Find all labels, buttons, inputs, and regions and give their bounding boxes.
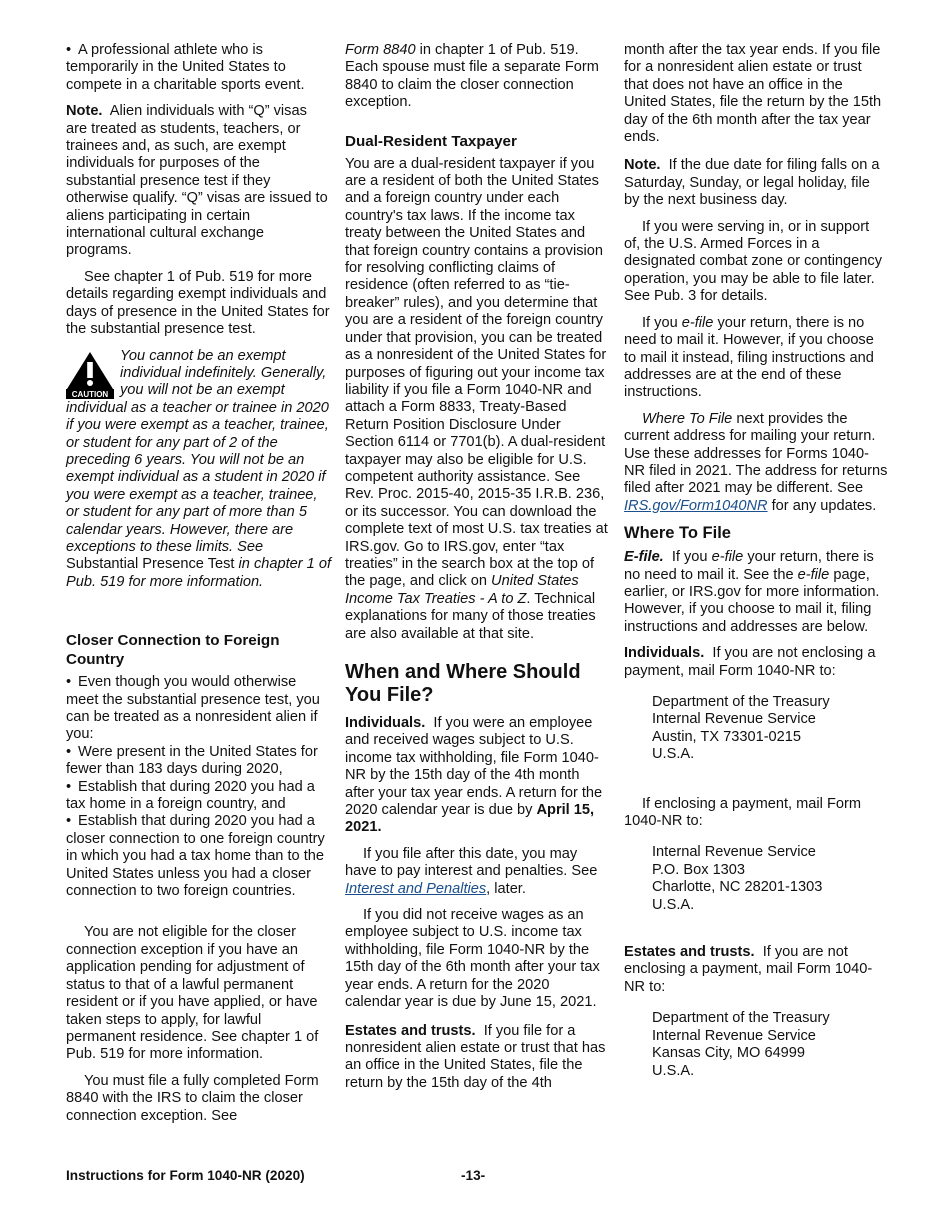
- caution-text-b: Substantial Presence Test: [66, 556, 235, 573]
- note-label: Note.: [66, 103, 103, 120]
- closer-intro: • Even though you would otherwise meet the substantial presence test, you can be treated as a nonresident alien if you:: [66, 674, 332, 744]
- due-date-note: Note. If the due date for filing falls on a Saturday, Sunday, or legal holiday, file by the next business day.: [624, 157, 880, 209]
- footer-title: Instructions for Form 1040-NR (2020): [66, 1168, 305, 1183]
- where-to-file-heading: Where To File: [624, 524, 731, 543]
- note-paragraph: [66, 103, 332, 260]
- when-where-heading: When and Where Should You File?: [345, 661, 581, 706]
- caution-block: [66, 348, 332, 592]
- must-file-paragraph: You must file a fully completed Form 8840 with the IRS to claim the closer connection exception. See: [66, 1072, 319, 1124]
- form-8840-continuation: Form 8840 in chapter 1 of Pub. 519. Each spouse must file a separate Form 8840 to claim the closer connection exception.: [345, 42, 599, 111]
- estates-paragraph: Estates and trusts. If you file for a nonresident alien estate or trust that has an office in the United States, file the return by the 15th day of the 4th: [345, 1022, 606, 1091]
- efile-mail-paragraph: If you e-file your return, there is no need to mail it. However, if you choose to mail it instead, filing instructions and addresses are at the end of these instructions.: [624, 314, 874, 401]
- estates-mail-paragraph: Estates and trusts. If you are not enclosing a payment, mail Form 1040-NR to:: [624, 944, 873, 995]
- column-left: [66, 42, 332, 1134]
- athlete-bullet: • A professional athlete who is temporarily in the United States to compete in a charitable sports event.: [66, 42, 332, 94]
- interest-penalties-link[interactable]: Interest and Penalties: [345, 880, 487, 897]
- caution-text-c: in chapter 1 of Pub. 519 for more information.: [66, 556, 332, 590]
- closer-bullet-2: • Establish that during 2020 you had a tax home in a foreign country, and: [66, 779, 332, 814]
- where-to-file-intro: Where To File next provides the current address for mailing your return. Use these addresses for Forms 1040-NR filed in 2021. The address for returns filed after 2021 may be different. See IRS.gov/Form1040NR for any updates.: [624, 410, 888, 514]
- individuals-mail-paragraph: Individuals. If you are not enclosing a payment, mail Form 1040-NR to:: [624, 645, 876, 679]
- not-eligible-paragraph: You are not eligible for the closer connection exception if you have an application pending for adjustment of status to that of a lawful permanent resident or if you have applied, or have taken steps to apply, for lawful permanent residence. See chapter 1 of Pub. 519 for more information.: [66, 924, 319, 1063]
- address-charlotte: Internal Revenue Service P.O. Box 1303 Charlotte, NC 28201-1303 U.S.A.: [652, 844, 823, 913]
- dual-resident-paragraph: You are a dual-resident taxpayer if you are a resident of both the United States and a foreign country under each country's tax laws. If the income tax treaty between the United States and that foreign country contains a provision for resolving conflicting claims of residence (often referred to as “tie-breaker” rules), and you determine that you are a resident of the foreign country under that provision, you can be treated as a nonresident of the United States for purposes of figuring out your income tax liability if you file a Form 1040-NR and attach a Form 8833, Treaty-Based Return Position Disclosure Under Section 6114 or 7701(b). A dual-resident taxpayer may also be eligible for U.S. competent authority assistance. See Rev. Proc. 2015-40, 2015-35 I.R.B. 236, or its successor. You can download the complete text of most U.S. tax treaties at IRS.gov. Go to IRS.gov, enter “tax treaties” in the search box at the top of the page, and click on United States Income Tax Treaties - A to Z. Technical explanations for many of those treaties are also available at that site.: [345, 155, 608, 642]
- efile-paragraph: E-file. If you e-file your return, there is no need to mail it. See the e-file page, earlier, or IRS.gov for more information. However, if you choose to mail it, filing instructions and addresses are below.: [624, 549, 880, 635]
- closer-bullet-1: • Were present in the United States for fewer than 183 days during 2020,: [66, 744, 332, 779]
- enclosing-payment-paragraph: If enclosing a payment, mail Form 1040-NR to:: [624, 795, 861, 830]
- see-chapter-paragraph: See chapter 1 of Pub. 519 for more details regarding exempt individuals and days of presence in the United States for the substantial presence test.: [66, 268, 330, 338]
- closer-connection-heading: Closer Connection to Foreign Country: [66, 632, 280, 669]
- address-kansas-city: Department of the Treasury Internal Revenue Service Kansas City, MO 64999 U.S.A.: [652, 1010, 830, 1079]
- caution-label: CAUTION: [71, 389, 109, 399]
- irs-form1040nr-link[interactable]: IRS.gov/Form1040NR: [624, 497, 768, 514]
- after-date-paragraph: If you file after this date, you may have to pay interest and penalties. See Interest and Penalties, later.: [345, 845, 598, 897]
- column-right: [624, 42, 888, 1096]
- address-austin: Department of the Treasury Internal Revenue Service Austin, TX 73301-0215 U.S.A.: [652, 694, 830, 763]
- closer-bullet-3: • Establish that during 2020 you had a closer connection to one foreign country in which you had a tax home than to the United States unless you had a closer connection to two foreign countries.: [66, 813, 332, 900]
- column-middle: [345, 42, 609, 1101]
- tax-treaties-title: United States Income Tax Treaties - A to Z: [345, 573, 579, 607]
- no-wages-paragraph: If you did not receive wages as an employee subject to U.S. income tax withholding, file Form 1040-NR by the 15th day of the 6th month after your tax year ends. A return for the 2020 calendar year is due by June 15, 2021.: [345, 907, 600, 1011]
- caution-icon: [66, 351, 114, 399]
- dual-resident-heading: Dual-Resident Taxpayer: [345, 132, 517, 150]
- estates-continuation: month after the tax year ends. If you file for a nonresident alien estate or trust that does not have an office in the United States, file the return by the 15th day of the 6th month after the tax year ends.: [624, 42, 882, 146]
- page-number: -13-: [461, 1168, 486, 1183]
- caution-text-a: You cannot be an exempt individual indefinitely. Generally, you will not be an exempt individual as a teacher or trainee in 2020 if you were exempt as a teacher, trainee, or student for any part of 2 of the preceding 6 years. You will not be an exempt individual as a student in 2020 if you were exempt as a teacher, trainee, or student for any part of more than 5 calendar years. However, there are exceptions to these limits. See: [66, 347, 329, 555]
- armed-forces-paragraph: If you were serving in, or in support of, the U.S. Armed Forces in a designated combat zone or contingency operation, you may be able to file later. See Pub. 3 for details.: [624, 218, 882, 305]
- note-text: Alien individuals with “Q” visas are treated as students, teachers, or trainees and, as such, are exempt individuals for purposes of the substantial presence test if they otherwise qualify. “Q” visas are issued to aliens participating in certain international cultural exchange programs.: [66, 103, 328, 259]
- individuals-paragraph: Individuals. If you were an employee and received wages subject to U.S. income tax withholding, file Form 1040-NR by the 15th day of the 4th month after your tax year ends. A return for the 2020 calendar year is due by April 15, 2021.: [345, 715, 603, 836]
